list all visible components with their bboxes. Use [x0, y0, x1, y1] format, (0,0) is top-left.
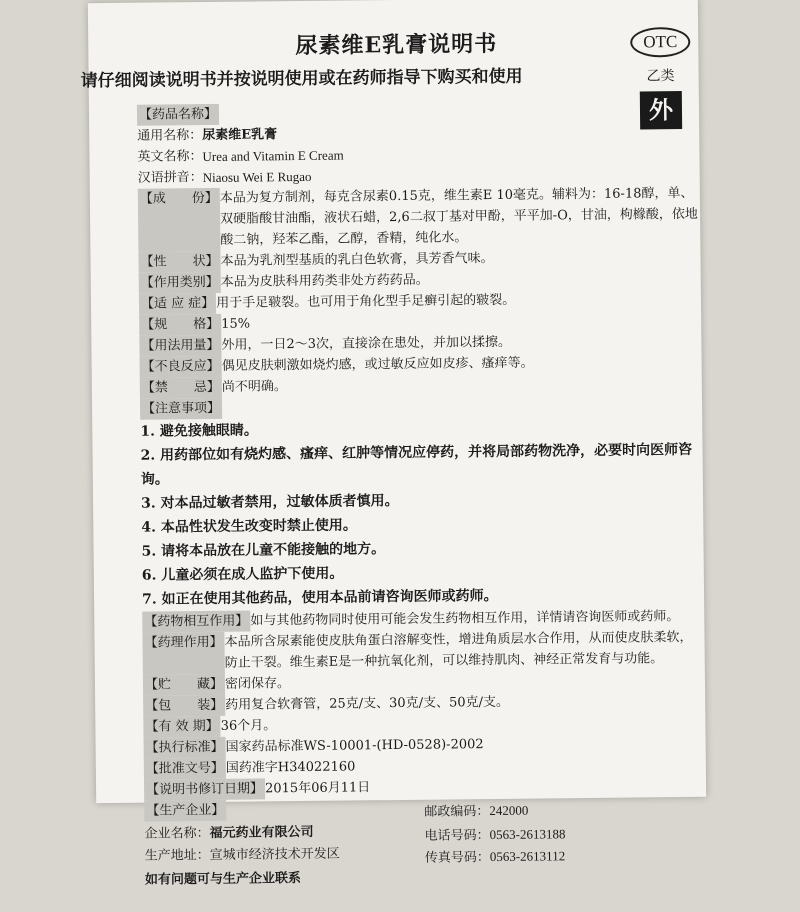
section-tag: 【禁 忌】	[140, 377, 222, 399]
sections2-list	[142, 606, 704, 801]
precaution-item: 2. 用药部位如有烧灼感、瘙痒、红肿等情况应停药，并将局部药物洗净，必要时向医师咨询。	[140, 441, 693, 488]
name-label: 通用名称：	[137, 128, 203, 144]
section-value: 偶见皮肤刺激如烧灼感，或过敏反应如皮疹、瘙痒等。	[221, 355, 534, 374]
precaution-item: 5. 请将本品放在儿童不能接触的地方。	[141, 541, 386, 560]
name-value: Urea and Vitamin E Cream	[202, 147, 344, 165]
phone-row	[424, 823, 565, 846]
section-tag: 【药理作用】	[142, 632, 224, 675]
leaflet-title: 尿素维E乳膏说明书	[295, 30, 498, 60]
fax-label: 传真号码：	[424, 850, 490, 866]
section-tag: 【用法用量】	[139, 335, 221, 357]
section-tag: 【规 格】	[139, 314, 221, 336]
section-value: 国家药品标准WS-10001-(HD-0528)-2002	[225, 737, 484, 755]
name-label: 英文名称：	[137, 149, 203, 165]
section-value: 本品为复方制剂，每克含尿素0.15克，维生素E 10毫克。辅料为：16-18醇，单、双硬脂酸甘油酯，液状石蜡，2,6二叔丁基对甲酚，平平加-O，甘油，枸橼酸，依地酸二钠，羟苯乙酯，乙醇，香精，纯化水。	[219, 185, 698, 248]
precautions-header: 【注意事项】	[140, 398, 222, 420]
drug-name-header: 【药品名称】	[137, 104, 219, 126]
section-row	[138, 183, 699, 252]
postcode-value: 242000	[489, 802, 529, 819]
precaution-item: 6. 儿童必须在成人监护下使用。	[141, 565, 344, 584]
external-use-mark: 外	[640, 91, 682, 129]
name-value: Niaosu Wei E Rugao	[202, 168, 312, 186]
section-tag: 【不良反应】	[140, 356, 222, 378]
manufacturer-header: 【生产企业】	[144, 800, 226, 822]
fax-row	[425, 845, 566, 868]
section-value: 外用，一日2～3次，直接涂在患处，并加以揉擦。	[221, 334, 512, 353]
section-value: 用于手足皲裂。也可用于角化型手足癣引起的皲裂。	[216, 292, 516, 311]
leaflet-body	[137, 99, 705, 912]
phone-label: 电话号码：	[424, 828, 490, 844]
address-row	[145, 844, 340, 867]
section-tag: 【适 应 症】	[139, 293, 216, 315]
section-tag: 【包 装】	[143, 695, 225, 717]
leaflet-content	[80, 25, 705, 912]
names-list	[137, 120, 698, 189]
otc-badge: OTC	[630, 27, 690, 58]
postcode-row	[424, 800, 528, 823]
section-value: 药用复合软膏管，25克/支、30克/支、50克/支。	[225, 694, 510, 713]
phone-value: 0563-2613188	[489, 826, 566, 843]
otc-class-label: 乙类	[646, 68, 675, 85]
section-value: 2015年06月11日	[265, 780, 371, 797]
section-value: 如与其他药物同时使用可能会发生药物相互作用，详情请咨询医师或药师。	[250, 609, 680, 629]
section-tag: 【批准文号】	[144, 758, 226, 780]
section-row	[142, 627, 702, 675]
section-tag: 【有 效 期】	[143, 716, 220, 738]
manufacturer-info	[144, 802, 705, 912]
address-value: 宣城市经济技术开发区	[209, 846, 340, 863]
section-tag: 【性 状】	[138, 251, 220, 273]
precautions-list	[140, 414, 702, 612]
section-value: 密闭保存。	[224, 676, 291, 692]
precaution-item: 3. 对本品过敏者禁用，过敏体质者慎用。	[140, 492, 399, 512]
precaution-item: 7. 如正在使用其他药品，使用本品前请咨询医师或药师。	[141, 587, 498, 608]
company-row	[144, 822, 313, 845]
precaution-item: 1. 避免接触眼睛。	[140, 422, 258, 440]
section-value: 15%	[221, 316, 251, 332]
precaution-item: 4. 本品性状发生改变时禁止使用。	[141, 517, 357, 536]
section-value: 国药准字H34022160	[225, 759, 356, 776]
name-value: 尿素维E乳膏	[202, 127, 278, 144]
section-tag: 【贮 藏】	[143, 674, 225, 696]
leaflet-subtitle: 请仔细阅读说明书并按说明使用或在药师指导下购买和使用	[80, 66, 523, 92]
company-value: 福元药业有限公司	[209, 824, 314, 841]
section-tag: 【成 份】	[138, 188, 221, 252]
section-value: 本品所含尿素能使皮肤角蛋白溶解变性，增进角质层水合作用，从而使皮肤柔软，防止干裂。维生素E是一种抗氧化剂，可以维持肌肉、神经正常发育与功能。	[224, 629, 693, 671]
section-tag: 【药物相互作用】	[142, 611, 250, 633]
sections-list	[138, 183, 700, 399]
section-tag: 【执行标准】	[144, 737, 226, 759]
company-label: 企业名称：	[144, 825, 210, 842]
section-value: 尚不明确。	[221, 379, 287, 395]
name-label: 汉语拼音：	[137, 170, 203, 186]
fax-value: 0563-2613112	[489, 848, 566, 865]
section-tag: 【说明书修订日期】	[144, 778, 265, 800]
section-value: 36个月。	[220, 718, 277, 734]
address-label: 生产地址：	[144, 847, 210, 864]
footer-note: 如有问题可与生产企业联系	[144, 871, 302, 888]
section-tag: 【作用类别】	[139, 272, 221, 294]
section-value: 本品为乳剂型基质的乳白色软膏，具芳香气味。	[220, 250, 494, 269]
leaflet-paper	[80, 0, 706, 888]
section-value: 本品为皮肤科用药类非处方药药品。	[220, 272, 429, 290]
postcode-label: 邮政编码：	[424, 804, 490, 820]
